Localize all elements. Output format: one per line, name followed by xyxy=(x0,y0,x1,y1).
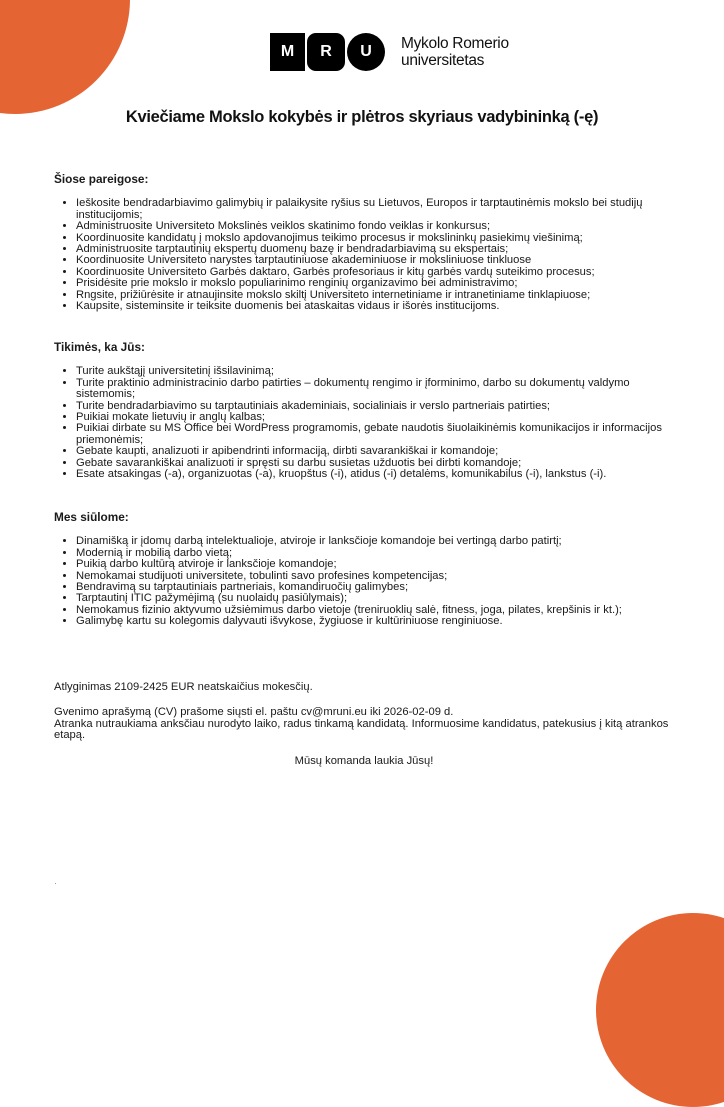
footer-text xyxy=(54,682,674,767)
section-offer xyxy=(54,512,674,628)
list-item: • Tarptautinį ITIC pažymėjimą (su nuolaidų pasiūlymais); xyxy=(76,593,674,604)
list-item: • Ieškosite bendradarbiavimo galimybių ir palaikysite ryšius su Lietuvos, Europos ir tarptautinėmis mokslo bei studijų institucijomis; xyxy=(76,198,674,221)
list-item: • Rngsite, prižiūrėsite ir atnaujinsite mokslo skiltį Universiteto internetiniame ir intranetiniame tinklapiuose; xyxy=(76,290,674,301)
list-item: • Koordinuosite Universiteto Garbės daktaro, Garbės profesoriaus ir kitų garbės vardų suteikimo procesus; xyxy=(76,267,674,278)
page-title: Kviečiame Mokslo kokybės ir plėtros skyriaus vadybininką (-ę) xyxy=(125,108,599,126)
offer-list xyxy=(54,536,674,627)
decorative-orange-circle-top-left xyxy=(0,0,130,114)
section-heading: Mes siūlome: xyxy=(54,510,129,524)
logo-letter-u: U xyxy=(347,33,385,71)
stray-dot xyxy=(55,883,56,884)
list-item: • Turite bendradarbiavimo su tarptautiniais akademiniais, socialiniais ir verslo partneriais patirties; xyxy=(76,401,674,412)
list-item: • Turite praktinio administracinio darbo patirties – dokumentų rengimo ir įforminimo, darbo su dokumentų valdymo sistemomis; xyxy=(76,378,674,401)
list-item: • Puikią darbo kultūrą atviroje ir lanksčioje komandoje; xyxy=(76,559,674,570)
list-item: • Nemokamai studijuoti universitete, tobulinti savo profesines kompetencijas; xyxy=(76,571,674,582)
logo-university-name xyxy=(401,35,509,69)
list-item: • Koordinuosite Universiteto narystes tarptautiniuose akademiniuose ir moksliniuose tinkluose xyxy=(76,255,674,266)
section-requirements xyxy=(54,342,674,480)
list-item: • Gebate kaupti, analizuoti ir apibendrinti informaciją, dirbti savarankiškai ir komandoje; xyxy=(76,446,674,457)
section-duties xyxy=(54,174,674,312)
list-item: • Nemokamus fizinio aktyvumo užsiėmimus darbo vietoje (treniruoklių salė, fitness, joga, pilates, krepšinis ir kt.); xyxy=(76,605,674,616)
list-item: • Modernią ir mobilią darbo vietą; xyxy=(76,548,674,559)
mru-logo xyxy=(270,33,509,71)
logo-letter-m: M xyxy=(270,33,305,71)
salary-text: Atlyginimas 2109-2425 EUR neatskaičius mokesčių. xyxy=(54,681,313,693)
requirements-list xyxy=(54,366,674,480)
logo-name-line2: universitetas xyxy=(401,52,485,69)
section-heading: Tikimės, ka Jūs: xyxy=(54,340,145,354)
list-item: • Galimybę kartu su kolegomis dalyvauti išvykose, žygiuose ir kultūriniuose renginiuose. xyxy=(76,616,674,627)
selection-note: Atranka nutraukiama anksčiau nurodyto laiko, radus tinkamą kandidatą. Informuosime kandidatus, patekusius į kitą atrankos etapą. xyxy=(54,717,669,742)
logo-name-line1: Mykolo Romerio xyxy=(401,35,509,52)
list-item: • Bendravimą su tarptautiniais partneriais, komandiruočių galimybes; xyxy=(76,582,674,593)
list-item: • Dinamišką ir įdomų darbą intelektualioje, atviroje ir lanksčioje komandoje bei vertingą darbo patirtį; xyxy=(76,536,674,547)
decorative-orange-circle-bottom-right xyxy=(596,913,724,1107)
apply-instructions: Gvenimo aprašymą (CV) prašome siųsti el. paštu cv@mruni.eu iki 2026-02-09 d. xyxy=(54,706,454,719)
list-item: • Administruosite Universiteto Mokslinės veiklos skatinimo fondo veiklas ir konkursus; xyxy=(76,221,674,232)
list-item: • Administruosite tarptautinių ekspertų duomenų bazę ir bendradarbiavimą su ekspertais; xyxy=(76,244,674,255)
list-item: • Esate atsakingas (-a), organizuotas (-a), kruopštus (-i), atidus (-i) detalėms, komunikabilus (-i), lankstus (-i). xyxy=(76,469,674,480)
section-heading: Šiose pareigose: xyxy=(54,172,149,186)
list-item: • Turite aukštąjį universitetinį išsilavinimą; xyxy=(76,366,674,377)
list-item: • Gebate savarankiškai analizuoti ir spręsti su darbu susietas užduotis bei dirbti komandoje; xyxy=(76,458,674,469)
list-item: • Kaupsite, sisteminsite ir teiksite duomenis bei ataskaitas vidaus ir išorės institucijoms. xyxy=(76,301,674,312)
duties-list xyxy=(54,198,674,312)
list-item: • Puikiai dirbate su MS Office bei WordPress programomis, gebate naudotis šiuolaikinėmis komunikacijos ir informacijos priemonėmis; xyxy=(76,423,674,446)
closing-text: Mūsų komanda laukia Jūsų! xyxy=(294,754,434,767)
logo-letter-r: R xyxy=(307,33,345,71)
list-item: • Koordinuosite kandidatų į mokslo apdovanojimus teikimo procesus ir mokslininkų pasiekimų viešinimą; xyxy=(76,233,674,244)
list-item: • Prisidėsite prie mokslo ir mokslo populiarinimo renginių organizavimo bei administravimo; xyxy=(76,278,674,289)
list-item: • Puikiai mokate lietuvių ir anglų kalbas; xyxy=(76,412,674,423)
